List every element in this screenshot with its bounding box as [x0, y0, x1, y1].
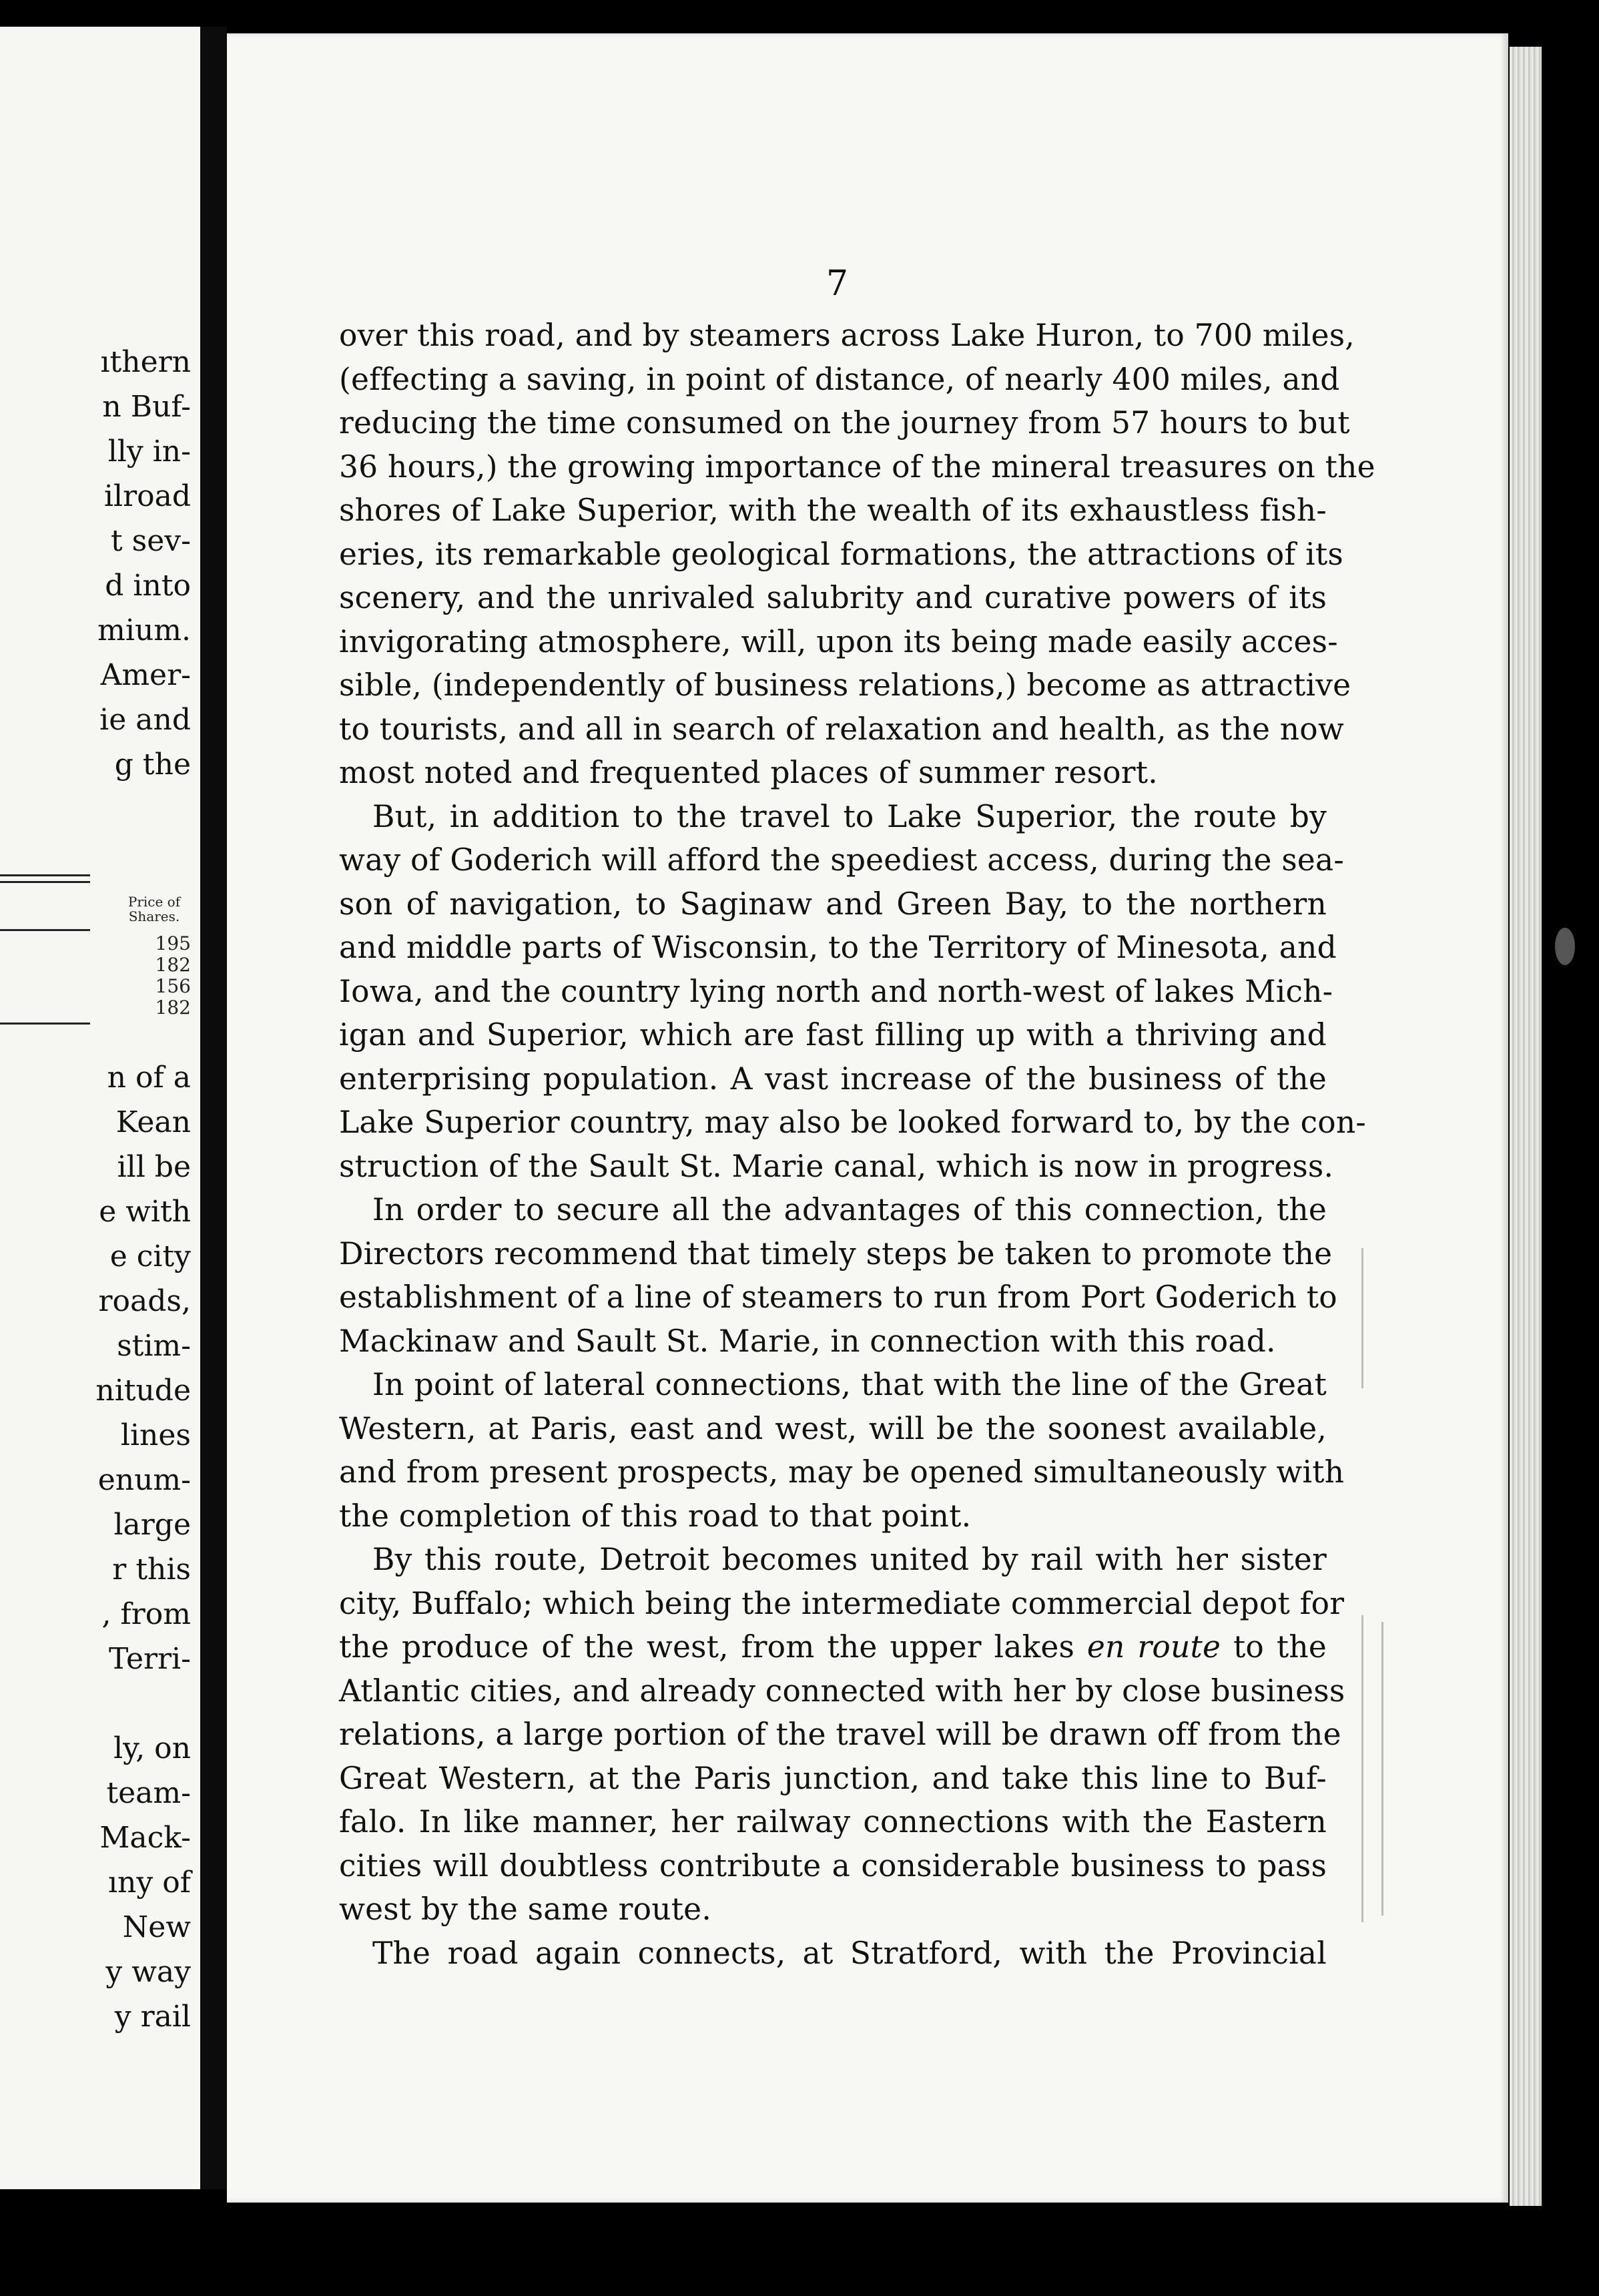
- facing-page-line: ilroad: [103, 479, 191, 513]
- facing-page-line: t sev-: [110, 524, 191, 558]
- text-line: struction of the Sault St. Marie canal, which is now in progress.: [339, 1148, 1334, 1184]
- text-line: igan and Superior, which are fast filling up with a thriving and: [339, 1017, 1327, 1053]
- text-line: Directors recommend that timely steps be taken to promote the: [339, 1235, 1333, 1271]
- text-line: sible, (independently of business relations,) become as attractive: [339, 667, 1351, 703]
- table-rule-header: [0, 929, 90, 931]
- table-header-line-1: Price of: [127, 894, 181, 910]
- text-line: shores of Lake Superior, with the wealth of its exhaustless fish-: [339, 493, 1327, 528]
- text-line: (effecting a saving, in point of distance, of nearly 400 miles, and: [339, 361, 1340, 397]
- facing-page-line: n of a: [107, 1061, 191, 1095]
- facing-page-line: team-: [106, 1776, 191, 1810]
- text-line: enterprising population. A vast increase of the business of the: [339, 1061, 1327, 1097]
- facing-page-line: New: [122, 1910, 191, 1944]
- page-edge-mark: [1555, 928, 1575, 965]
- text-line: city, Buffalo; which being the intermediate commercial depot for: [339, 1585, 1345, 1621]
- table-value: 195: [155, 932, 191, 954]
- text-line: over this road, and by steamers across Lake Huron, to 700 miles,: [339, 318, 1355, 353]
- facing-page-line: Terri-: [109, 1642, 191, 1676]
- facing-page-line: stim-: [117, 1329, 191, 1363]
- facing-page-line: Amer-: [100, 658, 191, 692]
- italic-phrase: en route: [1086, 1629, 1221, 1665]
- table-rule-bottom: [0, 1023, 90, 1025]
- facing-page-line: ie and: [99, 703, 191, 737]
- table-value: 182: [155, 996, 191, 1019]
- text-line: son of navigation, to Saginaw and Green Bay, to the northern: [339, 886, 1327, 922]
- facing-page-line: mium.: [97, 613, 191, 647]
- text-line: most noted and frequented places of summer resort.: [339, 755, 1158, 790]
- facing-page-line: Mack-: [99, 1821, 191, 1855]
- text-line: Mackinaw and Sault St. Marie, in connection with this road.: [339, 1323, 1276, 1359]
- text-line: the completion of this road to that point.: [339, 1498, 972, 1534]
- facing-page-line: r this: [112, 1552, 191, 1587]
- facing-page-line: nitude: [95, 1374, 191, 1408]
- text-line: and middle parts of Wisconsin, to the Territory of Minesota, and: [339, 930, 1337, 965]
- facing-page-left: [0, 27, 200, 2189]
- text-line: west by the same route.: [339, 1892, 711, 1927]
- text-line: By this route, Detroit becomes united by rail with her sister: [372, 1542, 1327, 1577]
- text-line: Iowa, and the country lying north and north-west of lakes Mich-: [339, 973, 1333, 1009]
- text-line: 36 hours,) the growing importance of the mineral treasures on the: [339, 449, 1375, 485]
- facing-page-line: d into: [105, 569, 191, 603]
- text-line: invigorating atmosphere, will, upon its being made easily acces-: [339, 623, 1338, 659]
- facing-page-line: ill be: [117, 1150, 191, 1184]
- text-line: The road again connects, at Stratford, with the Provincial: [372, 1935, 1327, 1971]
- margin-pencil-mark: [1361, 1248, 1363, 1388]
- text-line: But, in addition to the travel to Lake Superior, the route by: [372, 798, 1327, 834]
- text-line: falo. In like manner, her railway connections with the Eastern: [339, 1804, 1327, 1839]
- table-column-header: [117, 894, 191, 924]
- facing-page-line: n Buf-: [102, 390, 191, 424]
- facing-page-line: e with: [99, 1195, 191, 1229]
- book-spine: [200, 27, 227, 2189]
- table-value: 182: [155, 954, 191, 976]
- text-line: and from present prospects, may be opened simultaneously with: [339, 1454, 1345, 1490]
- table-header-line-2: Shares.: [128, 908, 180, 924]
- table-rule-top-2: [0, 881, 90, 883]
- facing-page-line: lines: [120, 1418, 191, 1452]
- text-line: establishment of a line of steamers to run from Port Goderich to: [339, 1279, 1337, 1315]
- facing-page-line: ıny of: [107, 1866, 191, 1900]
- facing-page-line: y way: [105, 1955, 191, 1989]
- text-line: to tourists, and all in search of relaxation and health, as the now: [339, 711, 1345, 747]
- text-line: eries, its remarkable geological formations, the attractions of its: [339, 536, 1343, 572]
- text-line: the produce of the west, from the upper lakes en route to the: [339, 1629, 1327, 1665]
- text-line: In order to secure all the advantages of this connection, the: [372, 1192, 1327, 1227]
- text-line: Lake Superior country, may also be looked forward to, by the con-: [339, 1105, 1366, 1140]
- facing-page-line: enum-: [97, 1463, 191, 1497]
- table-value: 156: [155, 975, 191, 997]
- table-rule-top: [0, 874, 90, 876]
- margin-pencil-mark: [1381, 1622, 1383, 1916]
- text-line: relations, a large portion of the travel will be drawn off from the: [339, 1717, 1341, 1752]
- text-line: Great Western, at the Paris junction, and take this line to Buf-: [339, 1760, 1327, 1796]
- text-line: Atlantic cities, and already connected with her by close business: [339, 1673, 1345, 1709]
- facing-page-line: e city: [109, 1239, 191, 1273]
- text-line: scenery, and the unrivaled salubrity and curative powers of its: [339, 580, 1327, 615]
- text-line: way of Goderich will afford the speediest access, during the sea-: [339, 842, 1344, 878]
- facing-page-line: lly in-: [107, 435, 191, 469]
- facing-page-line: g the: [114, 748, 191, 782]
- page-number: 7: [826, 264, 849, 304]
- text-line: reducing the time consumed on the journey from 57 hours to but: [339, 405, 1350, 441]
- margin-pencil-mark: [1361, 1615, 1363, 1922]
- facing-page-line: roads,: [98, 1284, 191, 1318]
- facing-page-line: ıthern: [100, 345, 191, 379]
- facing-page-line: ly, on: [113, 1731, 191, 1765]
- facing-page-line: , from: [101, 1597, 191, 1631]
- facing-page-line: y rail: [114, 2000, 191, 2034]
- body-text: [339, 314, 1375, 1975]
- text-line: Western, at Paris, east and west, will be the soonest available,: [339, 1410, 1327, 1446]
- facing-page-line: Kean: [115, 1105, 191, 1139]
- text-line: cities will doubtless contribute a considerable business to pass: [339, 1847, 1327, 1884]
- text-line: In point of lateral connections, that with the line of the Great: [372, 1367, 1327, 1402]
- facing-page-line: large: [113, 1508, 191, 1542]
- page-edges: [1510, 47, 1542, 2206]
